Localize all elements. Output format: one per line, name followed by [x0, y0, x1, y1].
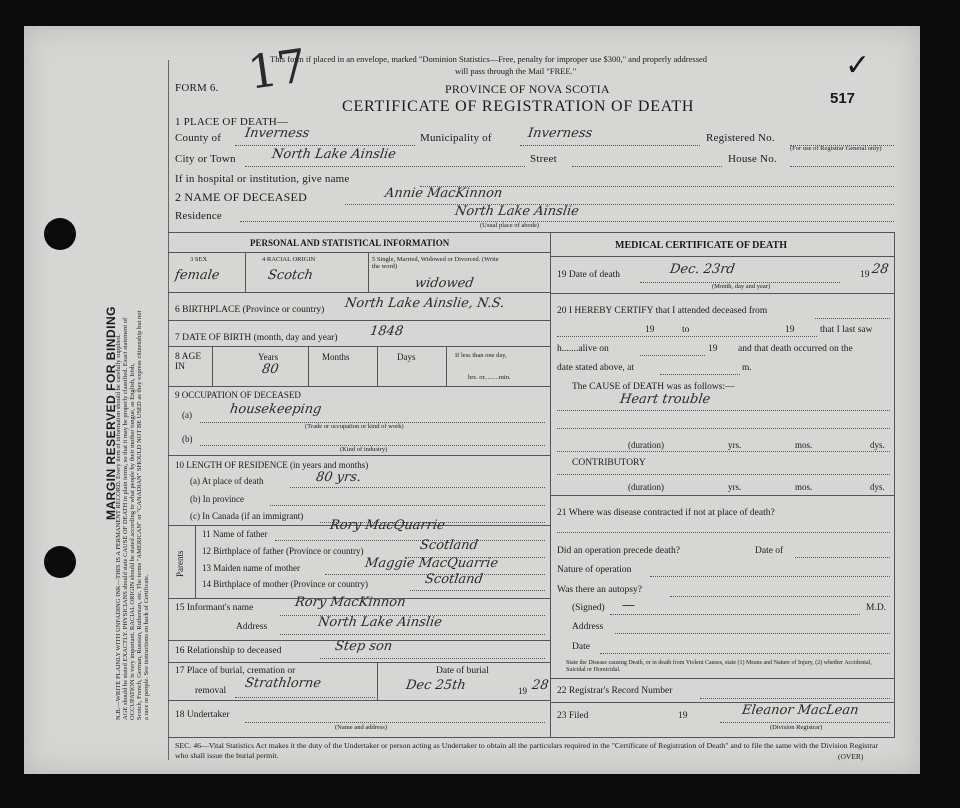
usual-place-note: (Usual place of abode): [480, 222, 540, 229]
burial-date-value[interactable]: Dec 25th: [404, 678, 467, 693]
med-address-label: Address: [572, 622, 604, 632]
days-label: Days: [397, 352, 416, 362]
form-number: FORM 6.: [175, 82, 219, 94]
undertaker-line: [245, 722, 545, 723]
occ-b: (b): [182, 434, 193, 444]
age-divider: [212, 346, 213, 386]
date-of-label: Date of: [755, 546, 784, 556]
mother-birthplace-label: 14 Birthplace of mother (Province or country): [202, 579, 368, 589]
handwritten-number: 17: [244, 38, 311, 100]
hrs-min: hrs. or.........min.: [468, 374, 511, 381]
municipality-value[interactable]: Inverness: [526, 126, 594, 141]
removal-label: removal: [195, 686, 227, 696]
place-of-death-label: 1 PLACE OF DEATH—: [175, 116, 289, 128]
at-place-value[interactable]: 80 yrs.: [314, 470, 363, 485]
duration-line: [557, 451, 890, 452]
med-date-line: [600, 653, 890, 654]
registered-no-label: Registered No.: [706, 132, 775, 144]
province-title: PROVINCE OF NOVA SCOTIA: [445, 82, 610, 96]
row-rule: [550, 678, 894, 679]
age-divider: [308, 346, 309, 386]
date-burial-label: Date of burial: [436, 666, 489, 676]
burial-place-line: [235, 697, 375, 698]
row-rule: [168, 292, 550, 293]
occ-a: (a): [182, 410, 192, 420]
contributory-label: CONTRIBUTORY: [572, 458, 646, 468]
house-no-line: [790, 166, 894, 167]
med-address-line: [615, 633, 890, 634]
relationship-value[interactable]: Step son: [333, 639, 394, 654]
sex-label: 3 SEX: [190, 256, 208, 263]
mother-value[interactable]: Maggie MacQuarrie: [363, 556, 500, 571]
mos-label-2: mos.: [795, 482, 813, 492]
burial-place-label: 17 Place of burial, cremation or: [175, 666, 296, 676]
certify-line2: [557, 336, 817, 337]
certify-label: 20 I HEREBY CERTIFY that I attended deceased from: [557, 306, 768, 316]
name-value[interactable]: Annie MacKinnon: [383, 186, 504, 201]
mother-birthplace-line: [410, 590, 545, 591]
check-mark: ✓: [845, 48, 871, 83]
racial-label: 4 RACIAL ORIGIN: [262, 256, 316, 263]
age-years-value[interactable]: 80: [260, 362, 280, 377]
less-than-day: If less than one day,: [455, 352, 507, 359]
at-place-label: (a) At place of death: [190, 476, 264, 486]
mother-birthplace-value[interactable]: Scotland: [423, 572, 484, 587]
month-day-year-note: (Month, day and year): [712, 283, 771, 290]
contributory-line: [557, 474, 890, 475]
md-label: M.D.: [866, 603, 887, 613]
row-rule: [168, 320, 550, 321]
where-contracted-line: [557, 532, 890, 533]
dob-value[interactable]: 1848: [368, 324, 405, 339]
signed-label: (Signed): [572, 603, 605, 613]
in-province-label: (b) In province: [190, 494, 244, 504]
cause-value[interactable]: Heart trouble: [618, 392, 712, 407]
binding-hole-top: [44, 218, 76, 250]
racial-value[interactable]: Scotch: [266, 268, 314, 283]
row-rule: [550, 293, 894, 294]
row-rule: [168, 346, 550, 347]
yrs-label: yrs.: [728, 440, 742, 450]
at-place-line: [290, 487, 545, 488]
registrar-signature[interactable]: Eleanor MacLean: [740, 703, 860, 718]
margin-instructions: [115, 70, 150, 720]
father-birthplace-label: 12 Birthplace of father (Province or country): [202, 546, 364, 556]
alive-19: 19: [708, 344, 718, 354]
footer-text: SEC. 46—Vital Statistics Act makes it the duty of the Undertaker or person acting as Undertaker to obtain all the particulars required in the "Certificate of Registration of Death" and to file the same with the Division Registrar who shall issue the burial permit.: [175, 741, 879, 760]
certificate-number: 517: [830, 90, 856, 107]
row-rule: [168, 386, 550, 387]
nature-op-line: [650, 576, 890, 577]
date-of-death-value[interactable]: Dec. 23rd: [668, 262, 736, 277]
residence-value[interactable]: North Lake Ainslie: [453, 204, 580, 219]
registrar-use-note: (For use of Registrar General only): [790, 145, 882, 152]
personal-header: PERSONAL AND STATISTICAL INFORMATION: [250, 238, 450, 248]
where-contracted-label: 21 Where was disease contracted if not at place of death?: [557, 508, 775, 518]
address-line: [280, 634, 545, 635]
birthplace-label: 6 BIRTHPLACE (Province or country): [175, 305, 325, 315]
months-label: Months: [322, 352, 350, 362]
date-label: Date: [572, 642, 590, 652]
margin-line: a race or people. See instructions on back of Certificate.: [143, 574, 150, 720]
death-year-value[interactable]: 28: [870, 262, 890, 277]
margin-line: OCCUPATION is very important. RACIAL ORIGIN should be stated according to what people by their mother tongue, as English, Irish,: [129, 363, 136, 720]
burial-place-value[interactable]: Strathlorne: [243, 676, 323, 691]
signed-line: [610, 614, 860, 615]
hospital-label: If in hospital or institution, give name: [175, 173, 350, 185]
operation-label: Did an operation precede death?: [557, 546, 680, 556]
father-name-label: 11 Name of father: [202, 529, 268, 539]
address-label: Address: [236, 622, 268, 632]
state-disease-note: State the Disease causing Death, or in death from Violent Causes, state (1) Means and Nature of Injury, (2) whether Accidental, Suicidal or Homicidal.: [566, 660, 872, 673]
registrar-record-label: 22 Registrar's Record Number: [557, 686, 673, 696]
informant-value[interactable]: Rory MacKinnon: [293, 595, 407, 610]
over-label: (OVER): [838, 752, 864, 761]
municipality-label: Municipality of: [420, 132, 492, 144]
name-address-note: (Name and address): [335, 724, 387, 731]
undertaker-label: 18 Undertaker: [175, 710, 230, 720]
row-rule: [550, 495, 894, 496]
years-label: Years: [258, 352, 279, 362]
certificate-title: CERTIFICATE OF REGISTRATION OF DEATH: [342, 98, 695, 115]
racial-divider: [368, 252, 369, 292]
division-registrar-note: (Division Registrar): [770, 724, 823, 731]
sex-value[interactable]: female: [173, 268, 221, 283]
marital-label: 5 Single, Married, Widowed or Divorced. (Write the word): [372, 256, 499, 270]
alive-line: [640, 355, 705, 356]
duration-label-2: (duration): [628, 482, 664, 492]
medical-header-rule: [550, 256, 894, 257]
yrs-label-2: yrs.: [728, 482, 742, 492]
father-birthplace-value[interactable]: Scotland: [418, 538, 479, 553]
parents-label: Parents: [175, 550, 185, 577]
industry-note: (Kind of industry): [340, 446, 388, 453]
registrar-record-line: [700, 698, 890, 699]
grid-bottom: [168, 737, 895, 738]
grid-divider: [550, 232, 551, 737]
marital-value[interactable]: widowed: [413, 276, 475, 291]
city-line: [245, 166, 525, 167]
occupation-label: 9 OCCUPATION OF DECEASED: [175, 390, 301, 400]
cause-line1: [557, 410, 890, 411]
trade-note: (Trade or occupation or kind of work): [305, 423, 404, 430]
city-label: City or Town: [175, 153, 236, 165]
residence-label: Residence: [175, 210, 223, 222]
residence-line: [240, 221, 894, 222]
date-stated-line: [660, 374, 740, 375]
date-of-death-label: 19 Date of death: [557, 270, 621, 280]
filed-line: [720, 722, 890, 723]
autopsy-line: [670, 596, 890, 597]
cause-label: The CAUSE of DEATH was as follows:—: [572, 382, 735, 392]
county-label: County of: [175, 132, 222, 144]
death-occurred-label: and that death occurred on the: [738, 344, 853, 354]
cert-19a: 19: [645, 325, 655, 335]
age-divider: [377, 346, 378, 386]
filed-label: 23 Filed: [557, 711, 589, 721]
county-line: [235, 145, 415, 146]
row-rule: [168, 455, 550, 456]
informant-address-value[interactable]: North Lake Ainslie: [316, 615, 443, 630]
birthplace-value[interactable]: North Lake Ainslie, N.S.: [343, 296, 506, 311]
occupation-value[interactable]: housekeeping: [228, 402, 323, 417]
father-value[interactable]: Rory MacQuarrie: [328, 518, 446, 533]
house-no-label: House No.: [728, 153, 777, 165]
street-line: [572, 166, 722, 167]
burial-year-value[interactable]: 28: [530, 678, 550, 693]
nature-op-label: Nature of operation: [557, 565, 632, 575]
in-province-line: [270, 505, 545, 506]
form-left-border: [168, 60, 169, 760]
certify-line: [815, 318, 890, 319]
alive-on-label: h.......alive on: [557, 344, 609, 354]
m-label: m.: [742, 363, 752, 373]
in-canada-label: (c) In Canada (if an immigrant): [190, 511, 304, 521]
father-line: [275, 540, 545, 541]
date-stated-label: date stated above, at: [557, 363, 635, 373]
op-date-line: [795, 557, 890, 558]
name-deceased-label: 2 NAME OF DECEASED: [175, 190, 307, 204]
personal-header-rule: [168, 252, 550, 253]
name-line: [345, 204, 894, 205]
margin-line: Scotch, French, German, Russian, Ruthenian, etc. The terms "AMERICAN" or "CANADIAN" SHOULD NOT BE USED as they express citizenship but not: [136, 310, 143, 720]
cause-line2: [557, 428, 890, 429]
dob-label: 7 DATE OF BIRTH (month, day and year): [175, 333, 338, 343]
dys-label: dys.: [870, 440, 885, 450]
age-label: 8 AGE IN: [175, 352, 202, 372]
margin-line: N.B.—WRITE PLAINLY WITH UNFADING INK—THIS IS A PERMANENT RECORD. Every item of information should be carefully supplied.: [115, 334, 122, 720]
parents-divider: [195, 525, 196, 598]
cert-to: to: [682, 325, 690, 335]
cert-19b: 19: [785, 325, 795, 335]
grid-top: [168, 232, 895, 233]
duration-label: (duration): [628, 440, 664, 450]
margin-line: AGE should be stated EXACTLY. PHYSICIANS should state CAUSE OF DEATH in plain terms, so that it may be properly classified. Exact statement of: [122, 317, 129, 720]
row-rule: [168, 662, 550, 663]
burial-divider: [377, 662, 378, 700]
mos-label: mos.: [795, 440, 813, 450]
age-divider: [446, 346, 447, 386]
mail-note-line2: will pass through the Mail "FREE.": [455, 66, 577, 76]
sex-divider: [245, 252, 246, 292]
mail-note-line1: This form if placed in an envelope, marked "Dominion Statistics—Free, penalty for improper use $300," and properly addressed: [270, 54, 708, 64]
city-value[interactable]: North Lake Ainslie: [270, 147, 397, 162]
relationship-line: [320, 658, 545, 659]
burial-year-prefix: 19: [518, 686, 527, 696]
last-saw-label: that I last saw: [820, 325, 873, 335]
binding-hole-bottom: [44, 546, 76, 578]
street-label: Street: [530, 153, 557, 165]
informant-label: 15 Informant's name: [175, 603, 254, 613]
length-residence-label: 10 LENGTH OF RESIDENCE (in years and months): [175, 460, 369, 470]
row-rule: [168, 700, 550, 701]
municipality-line: [520, 145, 700, 146]
dys-label-2: dys.: [870, 482, 885, 492]
medical-header: MEDICAL CERTIFICATE OF DEATH: [615, 240, 787, 251]
signed-mark: —: [620, 598, 637, 613]
mother-maiden-label: 13 Maiden name of mother: [202, 563, 300, 573]
grid-right: [894, 232, 895, 737]
filed-19: 19: [678, 711, 688, 721]
relationship-label: 16 Relationship to deceased: [175, 646, 282, 656]
margin-title: MARGIN RESERVED FOR BINDING: [104, 306, 118, 520]
autopsy-label: Was there an autopsy?: [557, 585, 642, 595]
county-value[interactable]: Inverness: [243, 126, 311, 141]
death-year-prefix: 19: [860, 270, 870, 280]
